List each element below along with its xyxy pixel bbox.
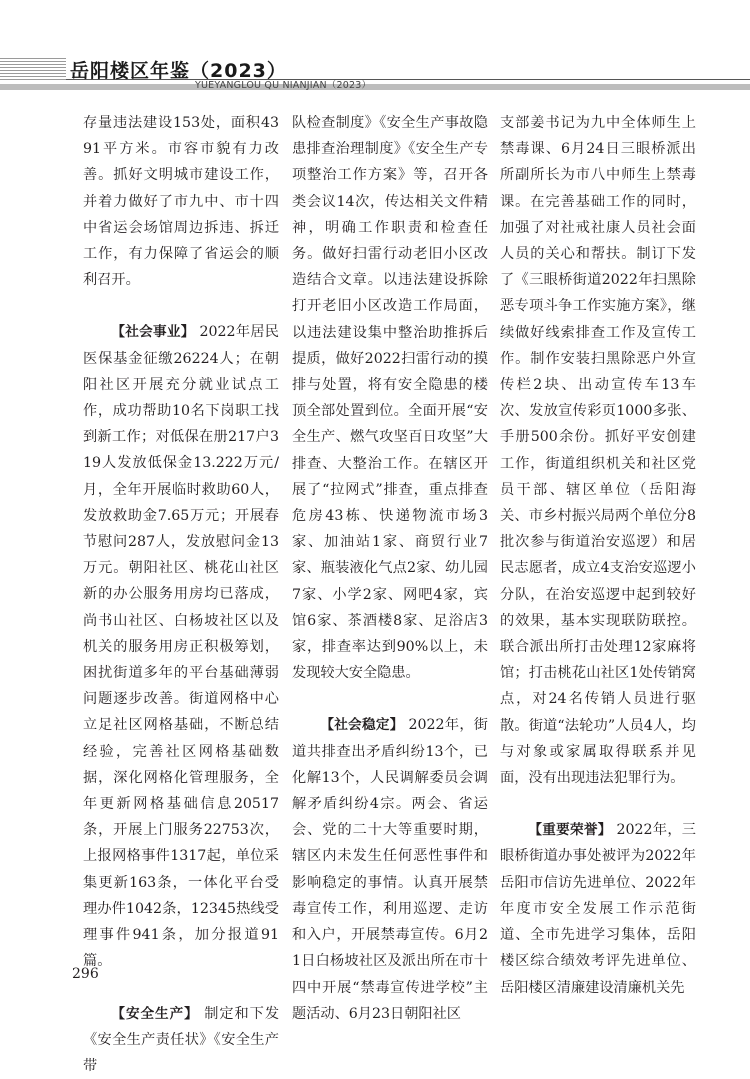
header-gray-band <box>0 84 750 90</box>
section-heading: 【重要荣誉】 <box>528 822 611 838</box>
page-number: 296 <box>72 966 99 982</box>
paragraph: 队检查制度》《安全生产事故隐患排查治理制度》《安全生产专项整治工作方案》等，召开各类会议14次，传达相关文件精神，明确工作职责和检查任务。做好扫雷行动老旧小区改造结合文章。以违法建设拆除打开老旧小区改造工作局面，以违法建设集中整治助推拆后提质，做好2022扫雷行动的摸排与处置，将有安全隐患的楼顶全部处置到位。全面开展“安全生产、燃气攻坚百日攻坚”大排查、大整治工作。在辖区开展了“拉网式”排查，重点排查危房43栋、快递物流市场3家、加油站1家、商贸行业7家、瓶装液化气点2家、幼儿园7家、小学2家、网吧4家，宾馆6家、茶酒楼8家、足浴店3家，排查率达到90%以上，未发现较大安全隐患。 <box>292 110 488 686</box>
text-column-3 <box>500 110 696 1001</box>
yearbook-title: 岳阳楼区年鉴（2023） <box>70 56 287 83</box>
header-stripes <box>0 58 66 80</box>
section-body: 2022年，三眼桥街道办事处被评为2022年岳阳市信访先进单位、2022年年度市安全发展工作示范街道、全市先进学习集体，岳阳楼区综合绩效考评先进单位、岳阳楼区清廉建设清廉机关先 <box>500 822 696 995</box>
section-social-stability <box>292 712 488 1026</box>
section-body: 2022年，街道共排查出矛盾纠纷13个，已化解13个，人民调解委员会调解矛盾纠纷4宗。两会、省运会、党的二十大等重要时期，辖区内未发生任何恶性事件和影响稳定的事情。认真开展禁毒宣传工作，利用巡逻、走访和入户，开展禁毒宣传。6月21日白杨坡社区及派出所在市十四中开展“禁毒宣传进学校”主题活动、6月23日朝阳社区 <box>292 717 488 1021</box>
section-work-safety <box>83 1001 279 1079</box>
text-column-2 <box>292 110 488 1027</box>
section-body: 2022年居民医保基金征缴26224人；在朝阳社区开展充分就业试点工作，成功帮助10名下岗职工找到新工作；对低保在册217户319人发放低保金13.222万元/月，全年开展临时救助60人，发放救助金7.65万元；开展春节慰问287人，发放慰问金13万元。朝阳社区、桃花山社区新的办公服务用房均已落成，尚书山社区、白杨坡社区以及机关的服务用房正积极筹划，困扰街道多年的平台基础薄弱问题逐步改善。街道网格中心立足社区网格基础，不断总结经验，完善社区网格基础数据，深化网格化管理服务，全年更新网格基础信息20517条，开展上门服务22753次，上报网格事件1317起，单位采集更新163条，一体化平台受理办件1042条，12345热线受理事件941条，加分报道91篇。 <box>83 324 279 969</box>
section-body: 制定和下发《安全生产责任状》《安全生产带 <box>83 1006 279 1074</box>
section-social-affairs <box>83 319 279 974</box>
running-header <box>0 0 750 96</box>
yearbook-subtitle: YUEYANGLOU QU NIANJIAN（2023） <box>195 80 371 91</box>
section-heading: 【社会事业】 <box>111 324 194 340</box>
paragraph: 存量违法建设153处，面积4391平方米。市容市貌有力改善。抓好文明城市建设工作，并着力做好了市九中、市十四中省运会场馆周边拆违、拆迁工作，有力保障了省运会的顺利召开。 <box>83 110 279 293</box>
paragraph: 支部姜书记为九中全体师生上禁毒课、6月24日三眼桥派出所副所长为市八中师生上禁毒课。在完善基础工作的同时，加强了对社戒社康人员社会面人员的关心和帮扶。制订下发了《三眼桥街道2022年扫黑除恶专项斗争工作实施方案》，继续做好线索排查工作及宣传工作。制作安装扫黑除恶户外宣传栏2块、出动宣传车13车次、发放宣传彩页1000多张、手册500余份。抓好平安创建工作，街道组织机关和社区党员干部、辖区单位（岳阳海关、市乡村振兴局两个单位分8批次参与街道治安巡逻）和居民志愿者，成立4支治安巡逻小分队，在治安巡逻中起到较好的效果，基本实现联防联控。联合派出所打击处理12家麻将馆；打击桃花山社区1处传销窝点，对24名传销人员进行驱散。街道“法轮功”人员4人，均与对象或家属取得联系并见面，没有出现违法犯罪行为。 <box>500 110 696 791</box>
section-honors <box>500 817 696 1000</box>
section-heading: 【社会稳定】 <box>320 717 403 733</box>
section-heading: 【安全生产】 <box>111 1006 198 1022</box>
text-column-1 <box>83 110 279 1079</box>
